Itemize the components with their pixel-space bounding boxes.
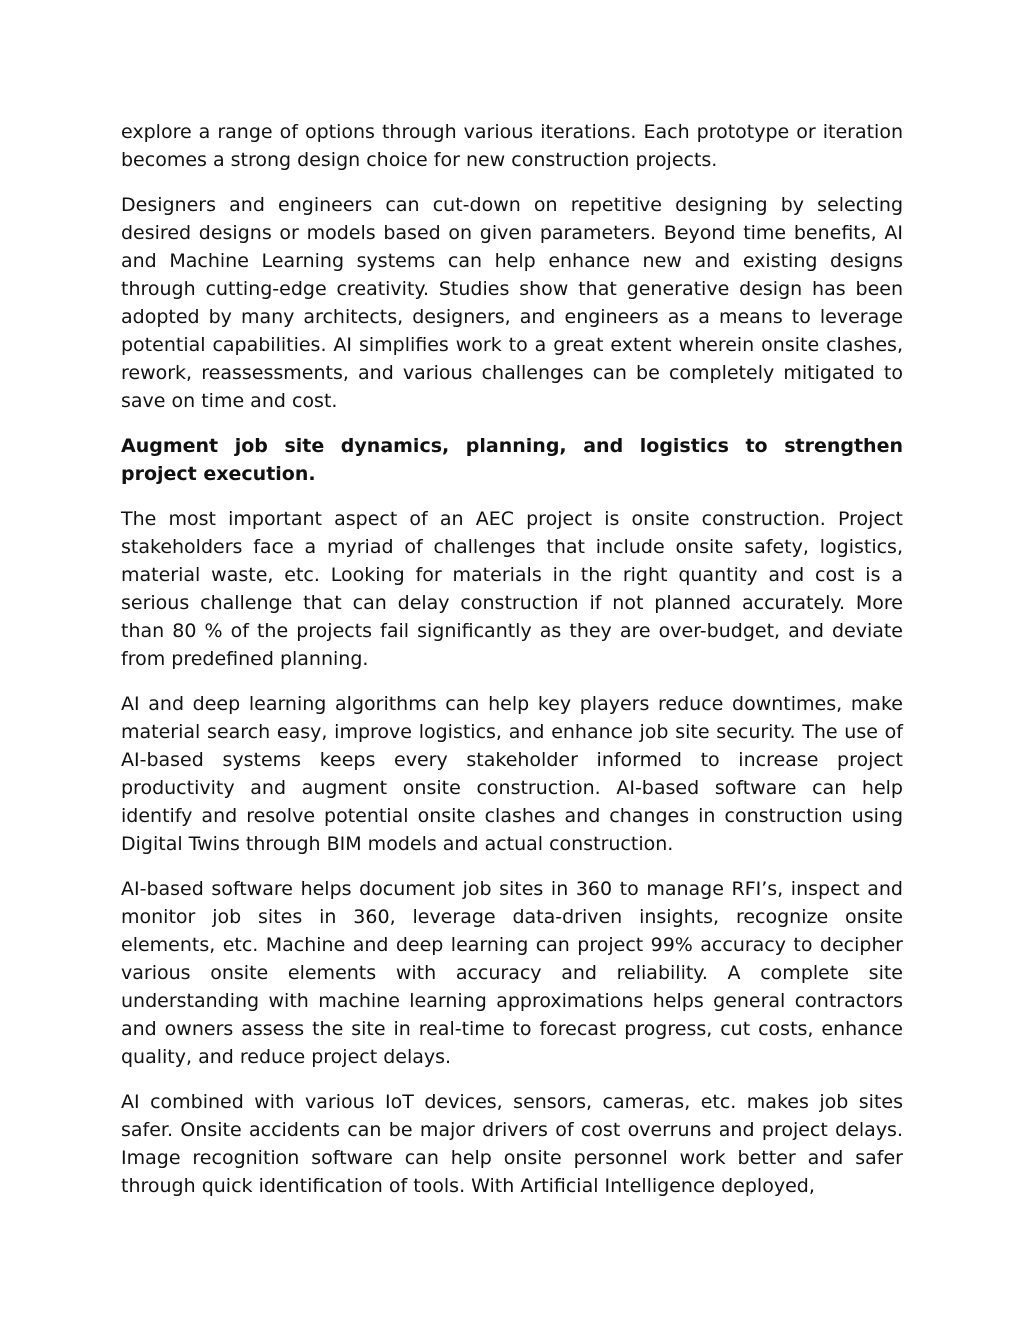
paragraph-deep-learning: AI and deep learning algorithms can help key players reduce downtimes, make material search easy, improve logistics, and enhance job site security. The use of AI-based systems keeps every stakeholder informed to increase project productivity and augment onsite construction. AI-based software can help identify and resolve potential onsite clashes and changes in construction using Digital Twins through BIM models and actual construction. <box>121 693 903 855</box>
paragraph-onsite-construction: The most important aspect of an AEC project is onsite construction. Project stakeholders face a myriad of challenges that include onsite safety, logistics, material waste, etc. Looking for materials in the right quantity and cost is a serious challenge that can delay construction if not planned accurately. More than 80 % of the projects fail significantly as they are over-budget, and deviate from predefined planning. <box>121 508 903 670</box>
paragraph-ai-software: AI-based software helps document job sites in 360 to manage RFI’s, inspect and monitor job sites in 360, leverage data-driven insights, recognize onsite elements, etc. Machine and deep learning can project 99% accuracy to decipher various onsite elements with accuracy and reliability. A complete site understanding with machine learning approximations helps general contractors and owners assess the site in real-time to forecast progress, cut costs, enhance quality, and reduce project delays. <box>121 878 903 1068</box>
paragraph-generative-design: Designers and engineers can cut-down on repetitive designing by selecting desired designs or models based on given parameters. Beyond time benefits, AI and Machine Learning systems can help enhance new and existing designs through cutting-edge creativity. Studies show that generative design has been adopted by many architects, designers, and engineers as a means to leverage potential capabilities. AI simplifies work to a great extent wherein onsite clashes, rework, reassessments, and various challenges can be completely mitigated to save on time and cost. <box>121 194 903 412</box>
paragraph-iot-safety: AI combined with various IoT devices, sensors, cameras, etc. makes job sites safer. Onsite accidents can be major drivers of cost overruns and project delays. Image recognition software can help onsite personnel work better and safer through quick identification of tools. With Artificial Intelligence deployed, <box>121 1091 903 1197</box>
paragraph-iterations: explore a range of options through various iterations. Each prototype or iteration becomes a strong design choice for new construction projects. <box>121 121 903 171</box>
document-body <box>121 118 903 1217</box>
section-heading-job-site: Augment job site dynamics, planning, and logistics to strengthen project execution. <box>121 435 903 485</box>
